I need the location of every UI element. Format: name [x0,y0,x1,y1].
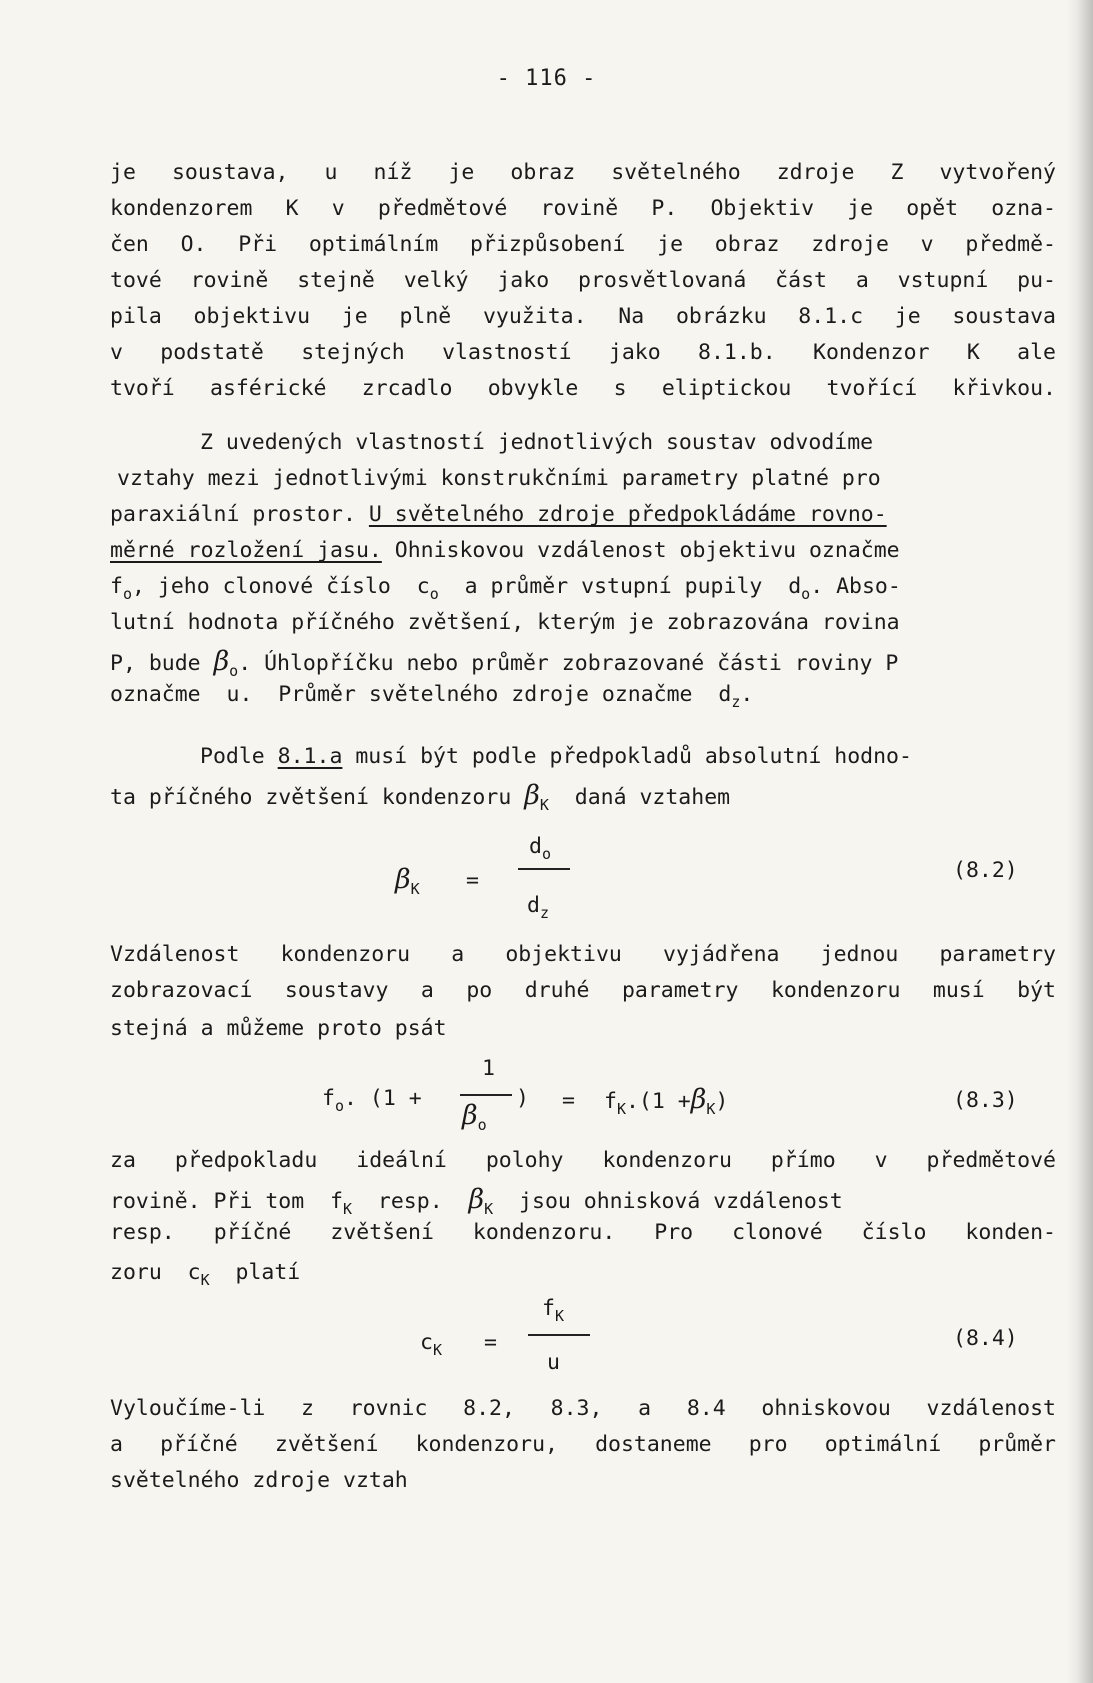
paragraph-5-line-2: rovině. Při tom $f_K$ resp. $\beta_K$ jsou ohnisková vzdálenost [110,1184,843,1218]
paragraph-6-line-3: světelného zdroje vztah [110,1468,408,1493]
reference-8-1-a: 8.1.a [277,744,343,769]
eq84-equals: = [484,1330,497,1355]
paragraph-1-line-1: je soustava, u níž je obraz světelného zdroje Z vytvořený [110,160,1056,185]
eq82-denominator: $d_z$ [527,893,549,922]
paragraph-2-line-6: lutní hodnota příčného zvětšení, kterým je zobrazována rovina [110,610,900,635]
underlined-assumption-cont: měrné rozložení jasu. [110,538,382,563]
page-edge-shadow [1067,0,1093,1683]
paragraph-6-line-1: Vyloučíme-li z rovnic 8.2, 8.3, a 8.4 ohniskovou vzdálenost [110,1396,1056,1421]
paragraph-2-line-2: vztahy mezi jednotlivými konstrukčními parametry platné pro [117,466,881,491]
page-number: - 116 - [496,66,597,91]
paragraph-1-line-5: pila objektivu je plně využita. Na obrázku 8.1.c je soustava [110,304,1056,329]
paragraph-4-line-1: Vzdálenost kondenzoru a objektivu vyjádřena jednou parametry [110,942,1056,967]
eq84-denominator: u [547,1350,560,1375]
eq83-denominator: $\beta_o$ [462,1100,487,1134]
paragraph-2-line-3: paraxiální prostor. U světelného zdroje předpokládáme rovno- [110,502,887,527]
paragraph-5-line-1: za předpokladu ideální polohy kondenzoru přímo v předmětové [110,1148,1056,1173]
paragraph-5-line-4: zoru $c_K$ platí [110,1260,301,1289]
paragraph-3-line-2: ta příčného zvětšení kondenzoru $\beta_K$ daná vztahem [110,780,731,814]
beta-symbol: β [524,780,540,811]
eq83-fraction-bar [460,1094,512,1096]
eq82-fraction-bar [518,868,570,870]
underlined-assumption: U světelného zdroje předpokládáme rovno- [368,502,887,527]
paragraph-2-line-8: označme u. Průměr světelného zdroje označme $d_z$. [110,682,754,711]
paragraph-2-line-5: $f_o$, jeho clonové číslo $c_o$ a průměr vstupní pupily $d_o$. Abso- [110,574,901,603]
paragraph-1-line-4: tové rovině stejně velký jako prosvětlovaná část a vstupní pu- [110,268,1056,293]
paragraph-1-line-6: v podstatě stejných vlastností jako 8.1.b. Kondenzor K ale [110,340,1056,365]
eq83-lhs: $f_o$. (1 + [322,1086,422,1115]
paragraph-1-line-7: tvoří asférické zrcadlo obvykle s eliptickou tvořící křivkou. [110,376,1056,401]
paragraph-1-line-2: kondenzorem K v předmětové rovině P. Objektiv je opět ozna- [110,196,1056,221]
beta-symbol: β [213,646,230,677]
eq83-numerator: 1 [482,1056,495,1081]
paragraph-4-line-2: zobrazovací soustavy a po druhé parametry kondenzoru musí být [110,978,1056,1003]
paragraph-6-line-2: a příčné zvětšení kondenzoru, dostaneme pro optimální průměr [110,1432,1056,1457]
paragraph-2-line-1: Z uvedených vlastností jednotlivých soustav odvodíme [200,430,874,455]
paragraph-2-line-7: P, bude $\beta_o$. Úhlopříčku nebo průměr zobrazované části roviny P [110,646,899,680]
paragraph-1-line-3: čen O. Při optimálním přizpůsobení je obraz zdroje v předmě- [110,232,1056,257]
eq84-lhs: $c_K$ [420,1330,442,1359]
equation-number-8-4: (8.4) [953,1326,1018,1351]
eq84-numerator: $f_K$ [542,1296,564,1325]
eq82-lhs: $\beta_K$ [395,864,420,898]
eq82-equals: = [466,868,479,893]
eq83-close: ) [516,1086,529,1111]
equation-number-8-3: (8.3) [953,1088,1018,1113]
eq82-numerator: $d_o$ [529,834,551,863]
paragraph-4-line-3: stejná a můžeme proto psát [110,1016,447,1041]
equation-number-8-2: (8.2) [953,858,1018,883]
eq83-equals: = [562,1088,575,1113]
eq84-fraction-bar [528,1334,590,1336]
beta-symbol: β [468,1184,485,1215]
eq83-rhs: $f_K.(1 +\beta_K)$ [604,1084,729,1118]
paragraph-3-line-1: Podle 8.1.a musí být podle předpokladů absolutní hodno- [200,744,912,769]
paragraph-2-line-4: měrné rozložení jasu. Ohniskovou vzdálenost objektivu označme [110,538,900,563]
paragraph-5-line-3: resp. příčné zvětšení kondenzoru. Pro clonové číslo konden- [110,1220,1056,1245]
